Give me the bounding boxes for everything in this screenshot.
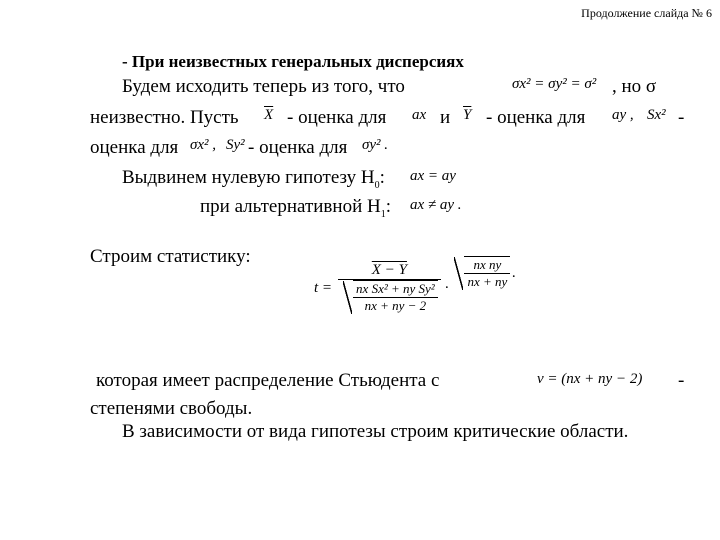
- para1-line3-b: - оценка для: [248, 137, 348, 158]
- slide-continuation-label: Продолжение слайда № 6: [581, 6, 712, 20]
- degrees-of-freedom-formula: ν = (nx + ny − 2): [537, 371, 643, 387]
- sigma-x2-symbol: σx² ,: [190, 137, 217, 153]
- section-heading: - При неизвестных генеральных дисперсиях: [122, 52, 464, 71]
- h1-text: при альтернативной $H_1$:: [200, 196, 391, 220]
- size-factor-sqrt: [464, 256, 510, 290]
- para1-line2-b: - оценка для: [287, 107, 387, 128]
- mean-y-symbol: $\overline{Y}$: [463, 107, 472, 123]
- h1-formula: ax ≠ ay .: [410, 197, 462, 213]
- main-numerator: X − Y: [338, 262, 441, 280]
- para1-line3-a: оценка для: [90, 137, 179, 158]
- pooled-variance-top: nx Sx² + ny Sy²: [353, 281, 438, 298]
- para1-line2-e: -: [678, 107, 685, 128]
- para1-line1-text: Будем исходить теперь из того, что: [122, 76, 405, 97]
- variance-equality-formula: σx² = σy² = σ²: [512, 76, 597, 92]
- statistic-label: Строим статистику:: [90, 246, 251, 267]
- para1-line2-d: - оценка для: [486, 107, 586, 128]
- main-denominator: [338, 280, 441, 314]
- para2-line2-text: степенями свободы.: [90, 398, 253, 419]
- t-statistic-formula: [314, 257, 517, 314]
- ax-symbol: ax: [412, 107, 427, 123]
- para2-line1-text: которая имеет распределение Стьюдента с: [96, 370, 440, 391]
- h0-text: Выдвинем нулевую гипотезу $H_0$:: [122, 167, 385, 191]
- para2-line3-text: В зависимости от вида гипотезы строим критические области.: [122, 421, 629, 442]
- ay-symbol: ay ,: [612, 107, 634, 123]
- denominator-sqrt: [353, 280, 438, 314]
- mean-x-symbol: $\overline{X}$: [264, 107, 274, 123]
- para1-line1-tail: , но σ: [612, 76, 657, 97]
- sx2-symbol: Sx²: [647, 107, 666, 123]
- para1-line2-a: неизвестно. Пусть: [90, 107, 239, 128]
- sy2-symbol: Sy²: [226, 137, 245, 153]
- size-factor-top: nx ny: [464, 257, 510, 274]
- para2-line1-tail: -: [678, 370, 685, 391]
- sigma-y2-symbol: σy² .: [362, 137, 389, 153]
- multiply-dot: ·: [444, 279, 449, 296]
- main-fraction: [338, 262, 441, 314]
- size-factor-bottom: nx + ny: [467, 274, 508, 289]
- formula-period: .: [512, 264, 517, 281]
- t-equals: t =: [314, 279, 333, 296]
- para1-line2-c: и: [440, 107, 451, 128]
- pooled-variance-bottom: nx + ny − 2: [364, 298, 427, 313]
- h0-formula: ax = ay: [410, 168, 456, 184]
